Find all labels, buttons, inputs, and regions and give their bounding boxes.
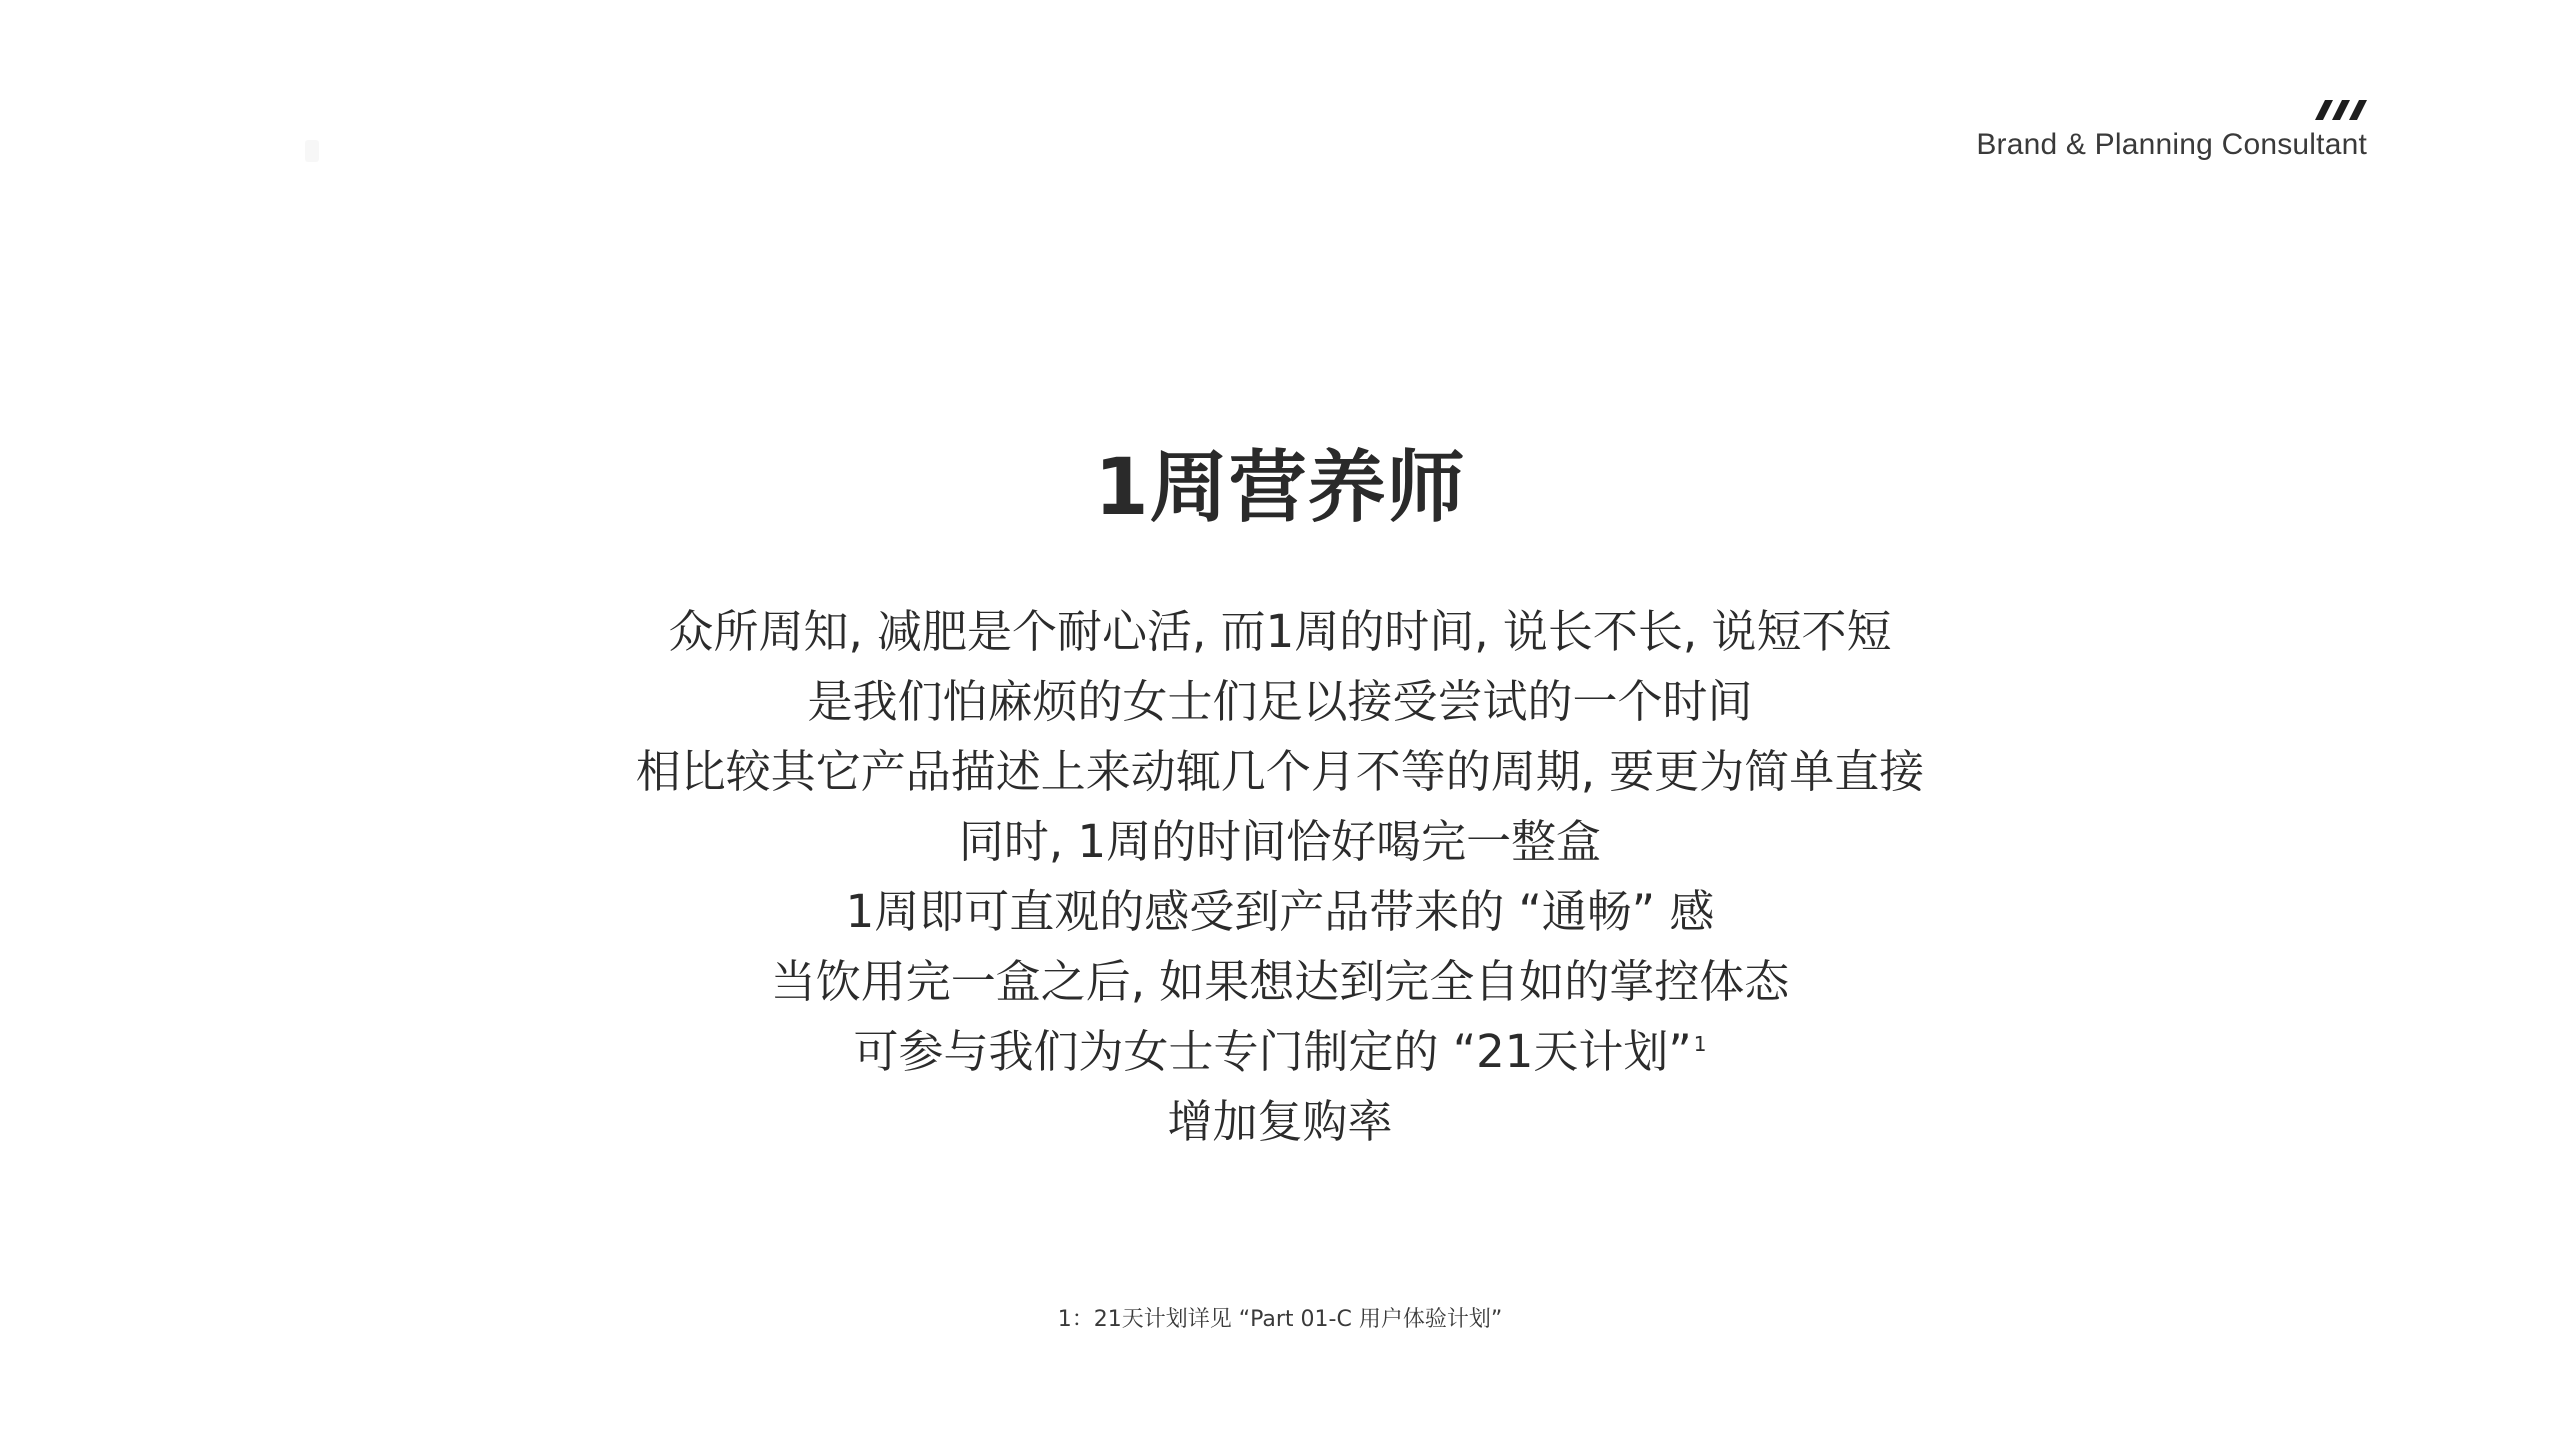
body-line: 同时, 1周的时间恰好喝完一整盒 xyxy=(958,815,1602,868)
body-line: 增加复购率 xyxy=(1167,1095,1393,1148)
body-line: 相比较其它产品描述上来动辄几个月不等的周期, 要更为简单直接 xyxy=(635,745,1925,798)
footnote-marker: 1 xyxy=(1693,1032,1707,1056)
brand-header xyxy=(1976,100,2367,162)
body-line: 众所周知, 减肥是个耐心活, 而1周的时间, 说长不长, 说短不短 xyxy=(668,605,1892,658)
faint-page-mark xyxy=(305,140,319,162)
body-line-with-footnote xyxy=(0,1017,2560,1087)
body-line: 1周即可直观的感受到产品带来的 “通畅” 感 xyxy=(845,885,1715,938)
body-line-text: 可参与我们为女士专门制定的 “21天计划” xyxy=(853,1025,1692,1078)
brand-logo-icon xyxy=(2307,100,2367,120)
brand-tagline: Brand & Planning Consultant xyxy=(1976,128,2367,161)
body-line: 是我们怕麻烦的女士们足以接受尝试的一个时间 xyxy=(807,675,1753,728)
body-text xyxy=(0,597,2560,1157)
body-line: 当饮用完一盒之后, 如果想达到完全自如的掌控体态 xyxy=(770,955,1790,1008)
footnote: 1：21天计划详见 “Part 01-C 用户体验计划” xyxy=(1057,1307,1503,1332)
page-title: 1周营养师 xyxy=(1094,443,1466,533)
